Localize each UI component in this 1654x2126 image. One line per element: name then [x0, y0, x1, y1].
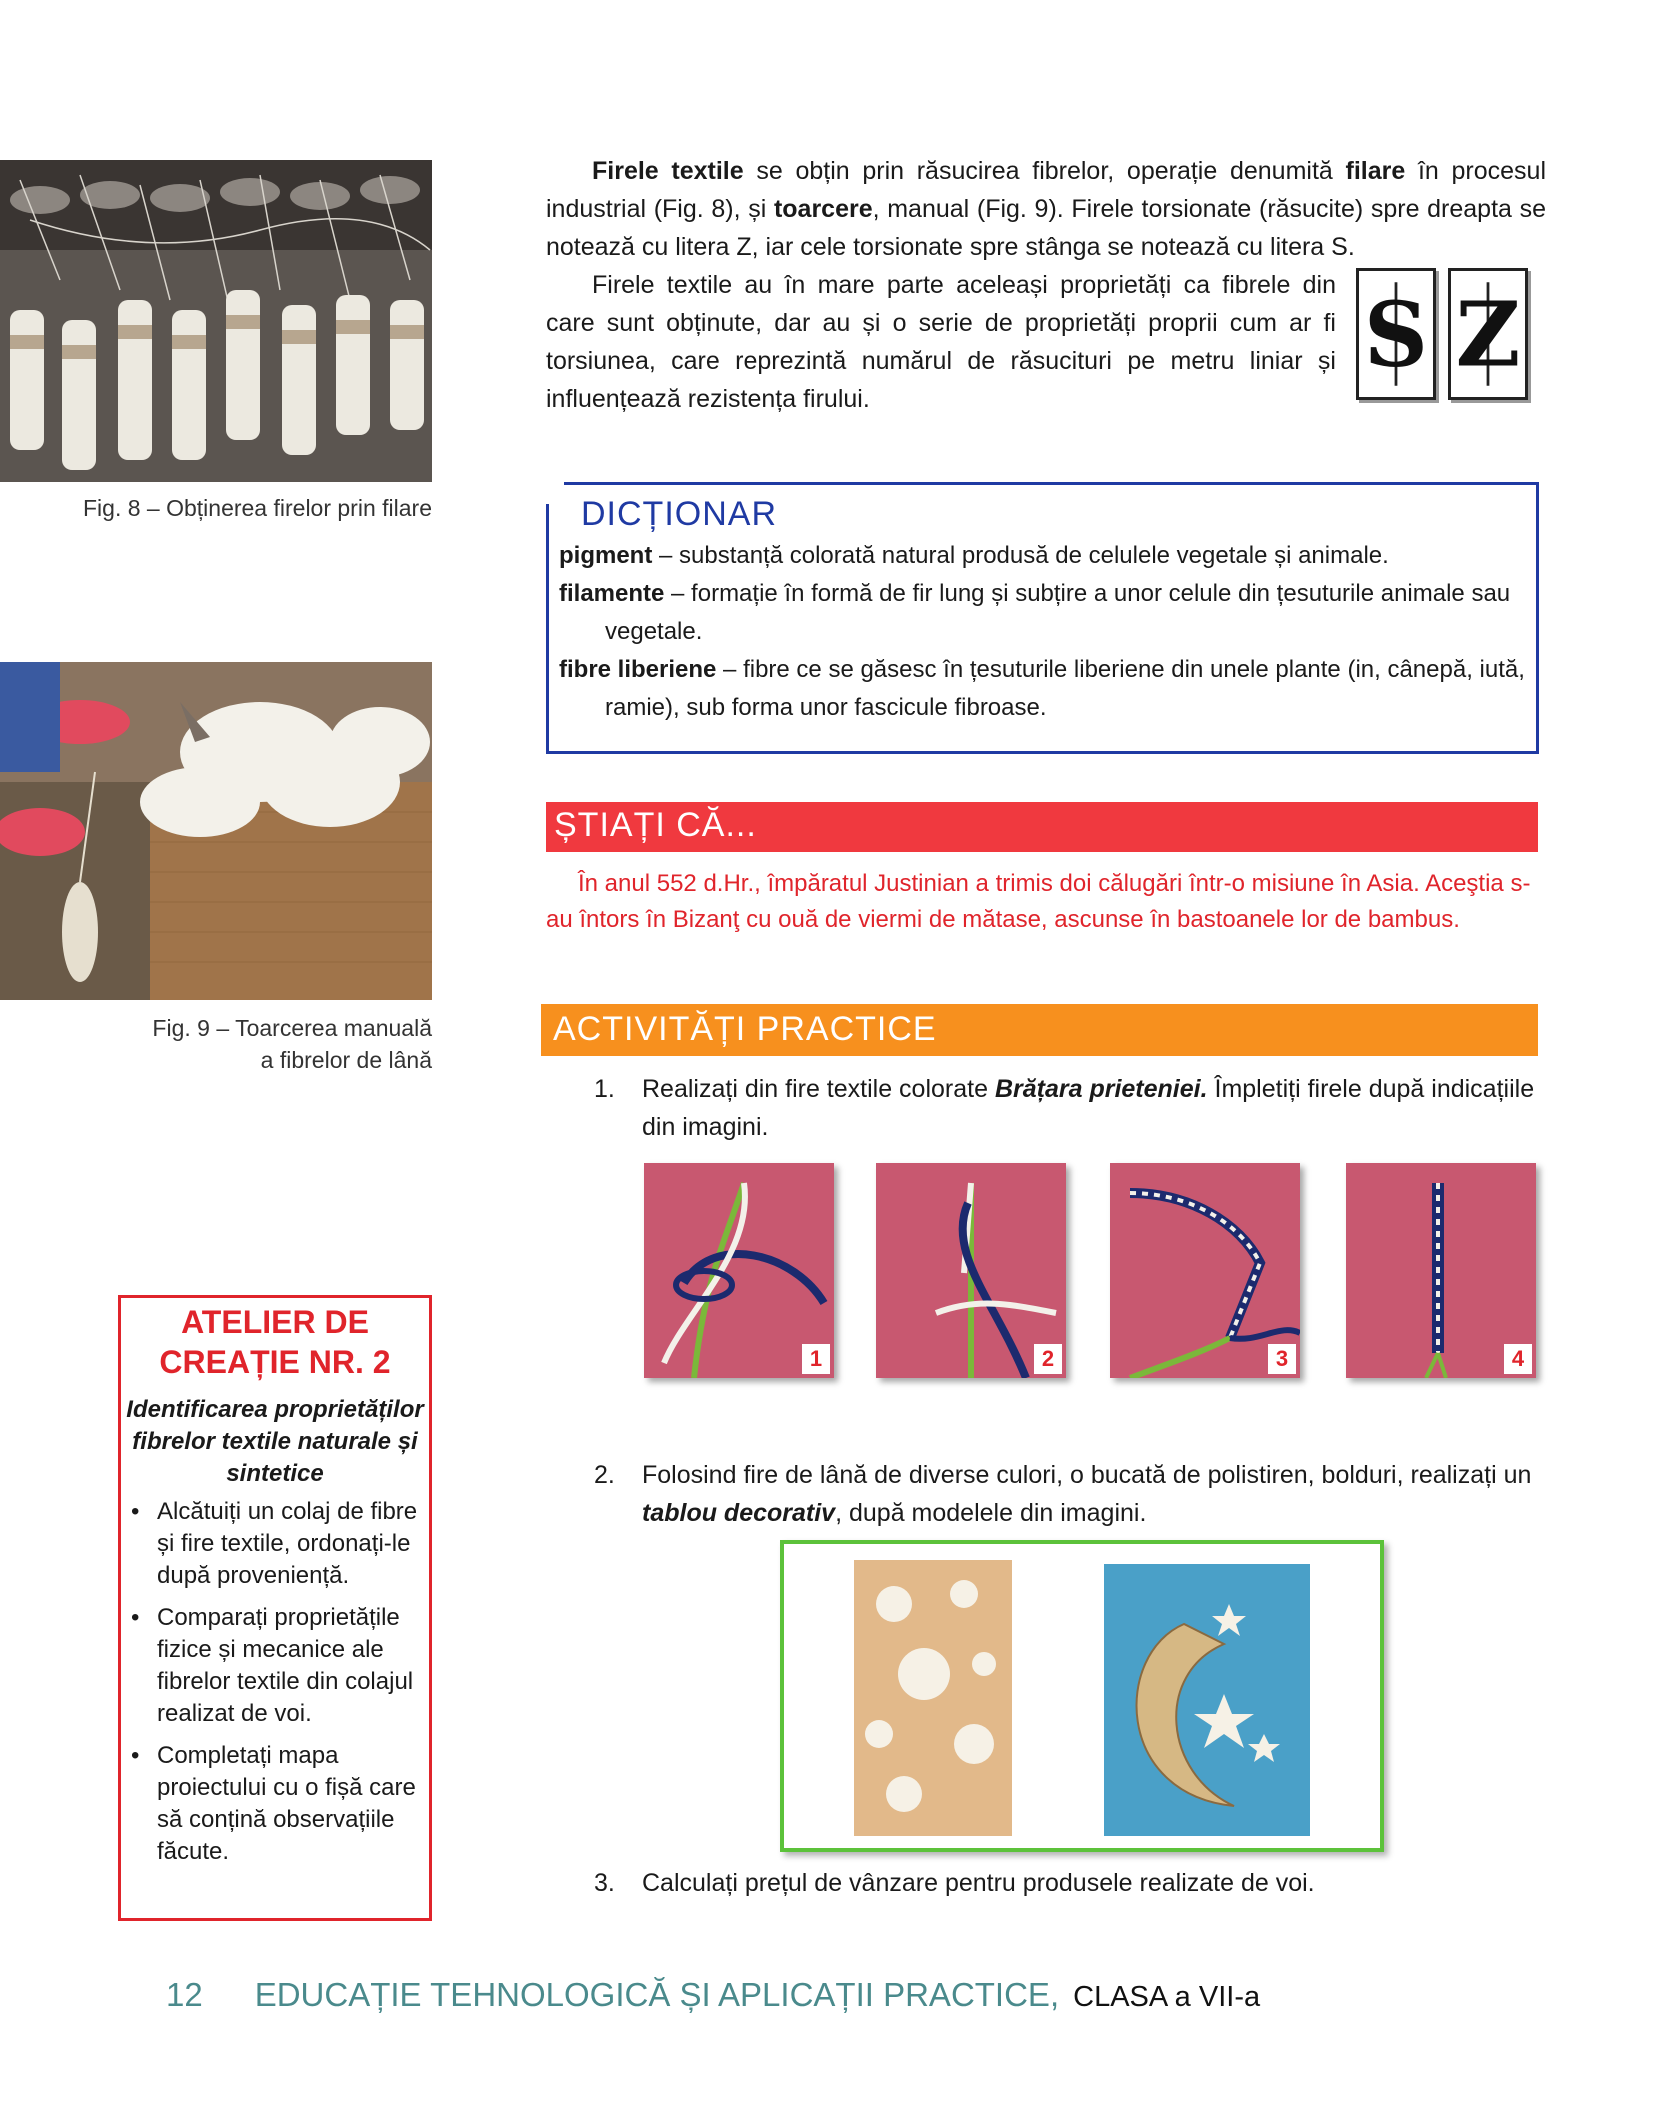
atelier-title-line1: ATELIER DE [181, 1304, 369, 1340]
intro-text: , manual (Fig. 9). Firele torsionate (răsucite) spre dreapta se notează cu litera Z, iar cele torsionate spre stânga se notează cu litera S. [546, 195, 1546, 261]
term-filare: filare [1345, 157, 1406, 185]
atelier-title-line2: CREAȚIE NR. 2 [159, 1344, 391, 1380]
step-number-badge: 2 [1034, 1344, 1062, 1374]
fig9-hand-spinning-photo [0, 662, 432, 1000]
dictionary-entries [559, 537, 1526, 727]
atelier-task: • Alcătuiți un colaj de fibre și fire textile, ordonați-le după proveniență. [127, 1496, 423, 1592]
term-toarcere: toarcere [773, 195, 873, 223]
bracelet-step-photo-1 [644, 1163, 834, 1378]
atelier-title [121, 1302, 429, 1382]
intro-paragraph-2-text: Firele textile au în mare parte aceleași proprietăți ca fibrele din care sunt obținute, dar au și o serie de proprietăți proprii cum ar fi torsiunea, care reprezintă numărul de răsucituri pe metru liniar și influențează rezistența firului. [546, 271, 1336, 413]
activitati-practice-title: ACTIVITĂȚI PRACTICE [553, 1010, 937, 1048]
fig9-caption [60, 1012, 432, 1076]
fig8-spinning-machine-photo [0, 160, 432, 482]
intro-text: în procesul industrial (Fig. 8), și [546, 157, 1546, 223]
activity-text [642, 1070, 1538, 1146]
class-label: CLASA a VII-a [1073, 1981, 1261, 2013]
activitati-practice-banner [541, 1004, 1538, 1056]
activity-text [642, 1456, 1538, 1532]
activity-number: 3. [594, 1869, 615, 1897]
activity-text: Calculați prețul de vânzare pentru produsele realizate de voi. [642, 1869, 1315, 1897]
atelier-task: • Completați mapa proiectului cu o fișă care să conțină observațiile făcute. [127, 1740, 423, 1868]
fig8-caption: Fig. 8 – Obținerea firelor prin filare [83, 495, 432, 521]
atelier-task: • Comparați proprietățile fizice și mecanice ale fibrelor textile din colajul realizat de voi. [127, 1602, 423, 1730]
intro-text: se obțin prin răsucirea fibrelor, operație denumită [743, 157, 1346, 185]
dictionary-definition: – formație în formă de fir lung și subțire a unor celule din țesuturile animale sau vegetale. [605, 580, 1511, 645]
step-number-badge: 4 [1504, 1344, 1532, 1374]
atelier-subtitle: Identificarea proprietăților fibrelor textile naturale și sintetice [126, 1396, 424, 1487]
bracelet-step-photo-4 [1346, 1163, 1536, 1378]
book-title: EDUCAȚIE TEHNOLOGICĂ ȘI APLICAȚII PRACTICE, [254, 1976, 1060, 2013]
dictionary-term: pigment [559, 542, 653, 569]
activity-item-1 [594, 1070, 1538, 1150]
intro-paragraph-2 [546, 266, 1336, 418]
twist-z-diagram [1448, 268, 1528, 400]
activity-text-part: , după modelele din imagini. [835, 1499, 1147, 1527]
twist-s-diagram [1356, 268, 1436, 400]
activity-text-part: Împletiți firele după indicațiile din imagini. [642, 1075, 1535, 1141]
activity-emphasis: tablou decorativ [642, 1499, 836, 1527]
dictionary-term: fibre liberiene [559, 656, 717, 683]
activity-emphasis: Brățara prieteniei. [994, 1075, 1208, 1103]
twist-z-letter: Z [1455, 282, 1521, 387]
atelier-task-list [127, 1496, 423, 1878]
bracelet-step-photo-3 [1110, 1163, 1300, 1378]
activity-text-part: Folosind fire de lână de diverse culori, o bucată de polistiren, bolduri, realizați un [642, 1461, 1532, 1489]
dictionary-box [546, 482, 1539, 754]
step-number-badge: 1 [802, 1344, 830, 1374]
twist-s-letter: S [1363, 282, 1429, 387]
atelier-creatie-box [118, 1295, 432, 1921]
term-firele-textile: Firele textile [592, 157, 744, 185]
stiati-ca-paragraph: În anul 552 d.Hr., împăratul Justinian a trimis doi călugări într-o misiune în Asia. Aceştia s-au întors în Bizanţ cu ouă de viermi de mătase, ascunse în bastoanele lor de bambus. [546, 870, 1531, 933]
dictionary-definition: – fibre ce se găsesc în țesuturile liberiene din unele plante (in, cânepă, iută, ramie), sub forma unor fascicule fibroase. [605, 656, 1525, 721]
dictionary-title: DICȚIONAR [575, 495, 783, 534]
dictionary-term: filamente [559, 580, 665, 607]
dictionary-definition: – substanță colorată natural produsă de celulele vegetale și animale. [652, 542, 1389, 569]
step-number-badge: 3 [1268, 1344, 1296, 1374]
activity-item-3 [594, 1864, 1538, 1904]
dictionary-entry [559, 651, 1526, 727]
activity-text-part: Realizați din fire textile colorate [642, 1075, 995, 1103]
stiati-ca-text [546, 866, 1538, 938]
dictionary-corner [546, 482, 564, 504]
stiati-ca-title: ȘTIAȚI CĂ... [554, 806, 757, 844]
stiati-ca-banner [546, 802, 1538, 852]
intro-paragraph-1 [546, 152, 1546, 266]
fig9-caption-line1: Fig. 9 – Toarcerea manuală [152, 1015, 432, 1041]
dictionary-entry [559, 537, 1526, 575]
string-art-examples-photo [780, 1540, 1384, 1852]
activity-item-2 [594, 1456, 1538, 1536]
activity-number: 2. [594, 1461, 615, 1489]
page-footer [166, 1976, 1260, 2014]
fig9-caption-line2: a fibrelor de lână [260, 1047, 432, 1073]
dictionary-entry [559, 575, 1526, 651]
page-number: 12 [166, 1976, 203, 2013]
bracelet-step-photo-2 [876, 1163, 1066, 1378]
activity-number: 1. [594, 1075, 615, 1103]
